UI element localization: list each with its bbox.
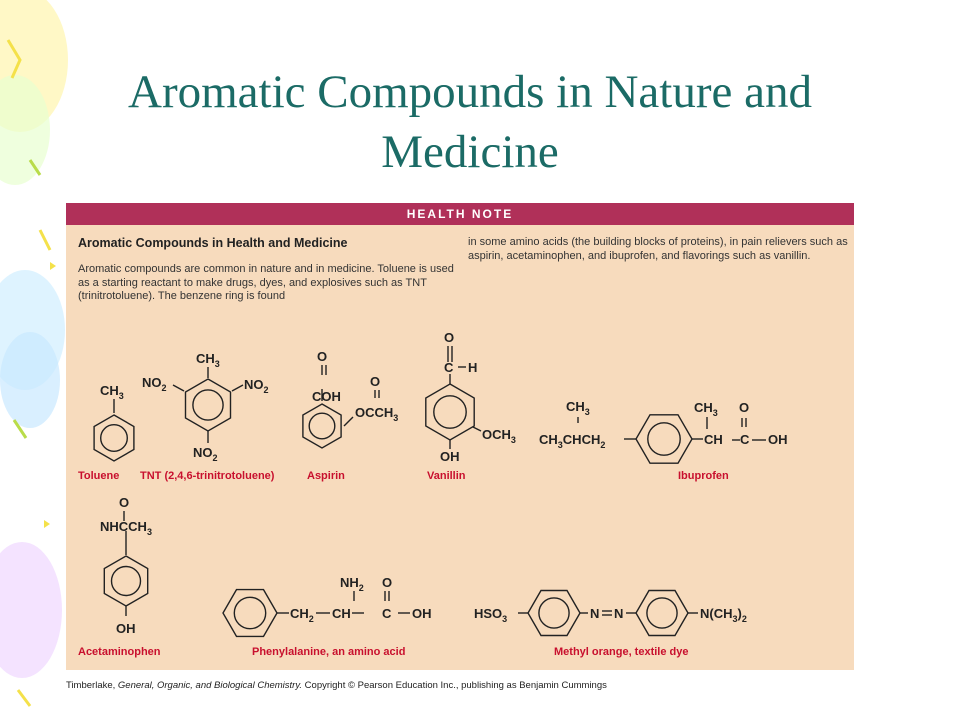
svg-text:CH3: $CH_3$ — [694, 400, 718, 418]
note-text-left: Aromatic compounds are common in nature and in medicine. Toluene is used as a starting reactant to make drugs, dyes, and explosives such as TNT (trinitrotoluene). The benzene ring is found — [78, 263, 454, 302]
svg-text:NO2: $NO_2$ — [193, 445, 218, 463]
credit-line — [66, 680, 607, 691]
compound-names — [78, 470, 729, 658]
svg-text:CH3: $CH_3$ — [196, 351, 220, 369]
svg-text:N: N — [590, 606, 600, 621]
svg-text:O: O — [317, 349, 328, 364]
slide-title: Aromatic Compounds in Nature and Medicine — [128, 66, 812, 178]
ring-aspirin-aromatic-circle — [309, 413, 335, 439]
svg-text:OH: OH — [768, 432, 788, 447]
ring-methyl-orange-1-aromatic-circle — [539, 598, 569, 628]
svg-text:H: H — [468, 360, 478, 375]
svg-text:CH: CH — [704, 432, 723, 447]
svg-text:N: N — [614, 606, 624, 621]
ring-phenylalanine-aromatic-circle — [234, 597, 265, 628]
svg-text:CH: CH — [332, 606, 351, 621]
svg-text:NH2: $NH_2$ — [340, 575, 364, 593]
ring-vanillin — [426, 384, 474, 440]
svg-text:HSO3: $HSO_3$ — [474, 606, 508, 624]
ring-toluene-aromatic-circle — [101, 425, 128, 452]
credit-book: General, Organic, and Biological Chemistry. — [117, 680, 303, 691]
ring-ibuprofen-aromatic-circle — [648, 423, 680, 455]
svg-text:COH: COH — [312, 389, 341, 404]
svg-text:O: O — [382, 575, 393, 590]
svg-text:O: O — [444, 330, 455, 345]
structure-formulas — [100, 330, 788, 636]
svg-text:OH: OH — [440, 449, 460, 464]
svg-text:OH: OH — [412, 606, 432, 621]
credit-prefix: Timberlake, — [66, 680, 118, 691]
name-ibuprofen: Ibuprofen — [678, 470, 729, 482]
ring-acetaminophen-aromatic-circle — [112, 567, 141, 596]
ring-tnt-aromatic-circle — [193, 390, 223, 420]
svg-text:O: O — [370, 374, 381, 389]
name-tnt: TNT (2,4,6-trinitrotoluene) — [140, 470, 275, 482]
name-aspirin: Aspirin — [307, 470, 345, 482]
credit-rest: Copyright © Pearson Education Inc., publishing as Benjamin Cummings — [302, 680, 607, 691]
svg-text:OH: OH — [116, 621, 136, 636]
ring-vanillin-aromatic-circle — [434, 396, 466, 428]
svg-text:O: O — [739, 400, 750, 415]
name-methyl-orange: Methyl orange, textile dye — [554, 646, 689, 658]
svg-text:CH3: $CH_3$ — [100, 383, 124, 401]
svg-text:NO2: $NO_2$ — [142, 375, 167, 393]
name-acetaminophen: Acetaminophen — [78, 646, 161, 658]
svg-text:OCCH3: $OCCH_3$ — [355, 405, 399, 423]
svg-text:CH2: $CH_2$ — [290, 606, 314, 624]
svg-text:OCH3: $OCH_3$ — [482, 427, 516, 445]
name-vanillin: Vanillin — [427, 470, 466, 482]
ring-methyl-orange-2-aromatic-circle — [647, 598, 677, 628]
svg-text:C: C — [444, 360, 454, 375]
health-note-bar: HEALTH NOTE — [66, 203, 854, 225]
svg-text:NO2: $NO_2$ — [244, 377, 269, 395]
note-text-right: in some amino acids (the building blocks of proteins), in pain relievers such as aspirin, acetaminophen, and ibuprofen, and flavorings such as vanillin. — [468, 236, 848, 262]
name-phenylalanine: Phenylalanine, an amino acid — [252, 646, 406, 658]
svg-text:C: C — [382, 606, 392, 621]
ring-ibuprofen — [636, 415, 692, 463]
svg-text:O: O — [119, 495, 130, 510]
structure-diagrams — [66, 203, 854, 670]
svg-text:CH3CHCH2: $CH_3CHCH_2$ — [539, 432, 606, 450]
svg-text:C: C — [740, 432, 750, 447]
svg-text:CH3: $CH_3$ — [566, 399, 590, 417]
health-note-panel — [66, 203, 854, 670]
svg-text:N(CH3)2: $N(CH_3)_2$ — [700, 606, 747, 624]
note-heading: Aromatic Compounds in Health and Medicine — [78, 236, 348, 250]
name-toluene: Toluene — [78, 470, 120, 482]
svg-text:NHCCH3: $NHCCH_3$ — [100, 519, 152, 537]
